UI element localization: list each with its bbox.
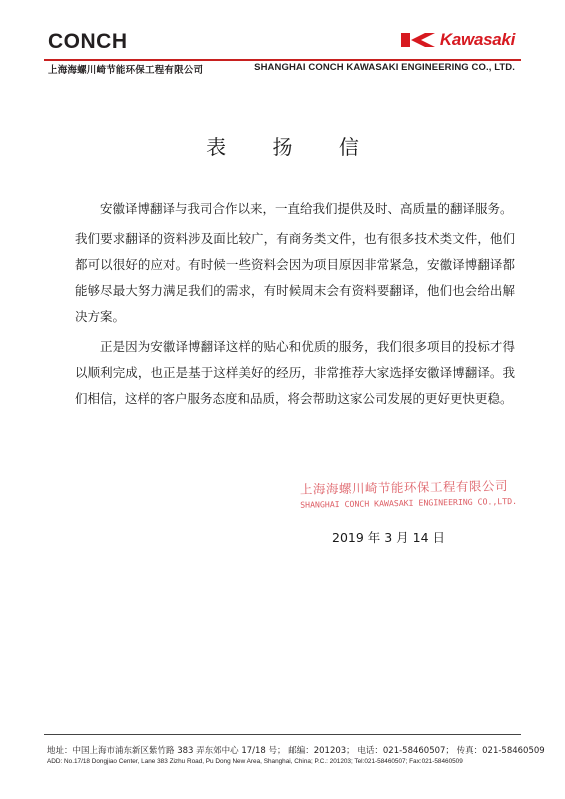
letter-body (75, 196, 515, 416)
letter-title: 表 扬 信 (206, 135, 379, 159)
header-divider (44, 59, 521, 61)
company-name-cn: 上海海螺川崎节能环保工程有限公司 (48, 65, 204, 76)
paragraph-2: 我们要求翻译的资料涉及面比较广，有商务类文件，也有很多技术类文件，他们都可以很好的应对。有时候一些资料会因为项目原因非常紧急，安徽译博翻译都能够尽最大努力满足我们的需求，有时候周末会有资料要翻译，他们也会给出解决方案。 (75, 231, 515, 324)
footer-address-en: ADD: No.17/18 Dongjiao Center, Lane 383 Zizhu Road, Pu Dong New Area, Shanghai, China; P.C.: 201203; Tel:021-58460507; Fax:021-58460509 (47, 758, 463, 765)
kawasaki-logo (401, 30, 515, 50)
conch-logo: CONCH (48, 30, 128, 53)
footer-address-cn: 地址：中国上海市浦东新区紫竹路 383 弄东郊中心 17/18 号； 邮编：201203； 电话：021-58460507； 传真：021-58460509 (47, 746, 545, 756)
paragraph-3: 正是因为安徽译博翻译这样的贴心和优质的服务，我们很多项目的投标才得以顺利完成，也正是基于这样美好的经历，非常推荐大家选择安徽译博翻译。我们相信，这样的客户服务态度和品质，将会帮助这家公司发展的更好更快更稳。 (75, 339, 515, 406)
stamp-text-en: SHANGHAI CONCH KAWASAKI ENGINEERING CO.,LTD. (300, 495, 518, 510)
paragraph-1: 安徽译博翻译与我司合作以来，一直给我们提供及时、高质量的翻译服务。 (100, 201, 513, 216)
letter-date: 2019 年 3 月 14 日 (332, 530, 446, 545)
company-stamp (299, 476, 518, 510)
kawasaki-mark-icon (401, 31, 437, 49)
footer-divider (44, 734, 521, 735)
kawasaki-wordmark: Kawasaki (439, 30, 515, 49)
stamp-text-cn: 上海海螺川崎节能环保工程有限公司 (299, 478, 509, 497)
company-name-en: SHANGHAI CONCH KAWASAKI ENGINEERING CO., LTD. (254, 62, 515, 73)
